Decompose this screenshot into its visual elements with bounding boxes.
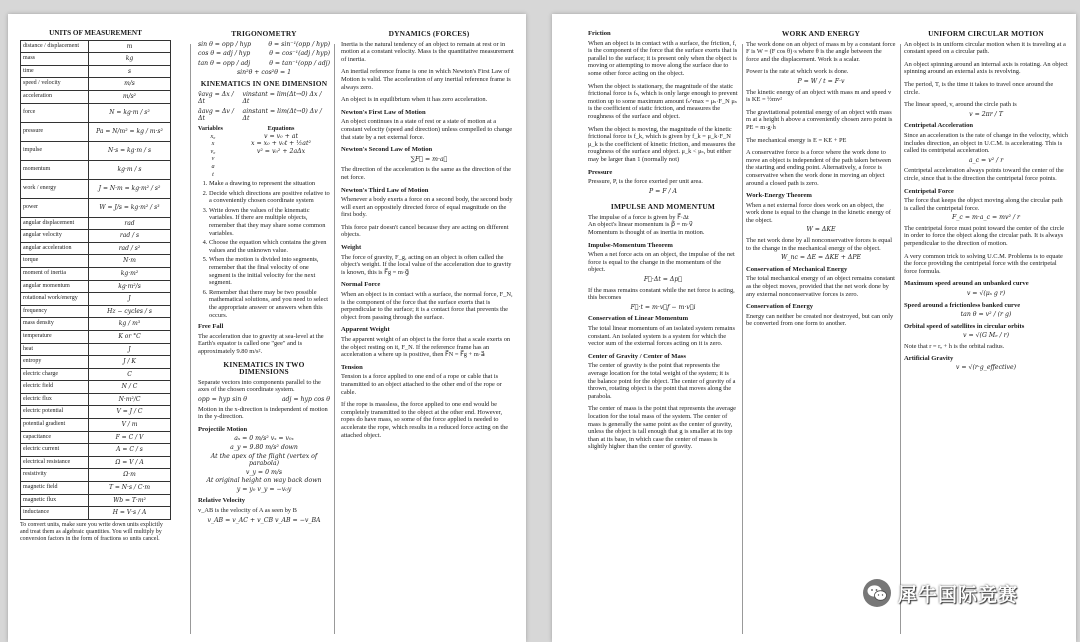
unit-cell: kg / m³ xyxy=(89,318,171,331)
unit-cell: Pa = N/m² = kg / m·s² xyxy=(89,122,171,141)
vars-header: Variables xyxy=(198,124,223,132)
friction-column xyxy=(588,30,738,456)
dynamics-title: DYNAMICS (FORCES) xyxy=(388,30,470,38)
unit-cell: rad xyxy=(89,217,171,230)
projectile-line: At the apex of the flight (vertex of parabola) xyxy=(210,452,318,468)
banked-title: Speed around a frictionless banked curve xyxy=(904,301,1021,309)
unit-cell: J / K xyxy=(89,356,171,369)
unit-cell: Hz − cycles / s xyxy=(89,305,171,318)
ucm-p3: The period, T, is the time it takes to travel once around the circle. xyxy=(904,80,1054,96)
law3-text-b: This force pair doesn't cancel because they are acting on different objects. xyxy=(341,223,509,239)
column-divider xyxy=(900,44,901,634)
units-row xyxy=(21,78,171,91)
relative-velocity-title: Relative Velocity xyxy=(198,497,246,505)
quantity-cell: angular momentum xyxy=(21,280,89,293)
ucm-p4: The linear speed, v, around the circle path is xyxy=(904,101,1017,109)
unbanked-title: Maximum speed around an unbanked curve xyxy=(904,280,1029,288)
units-note: To convert units, make sure you write down units explicitly and treat them as algebraic quantities. You will multiply by conversion factors in the form of fractions so units cancel. xyxy=(20,521,163,542)
column-divider xyxy=(334,44,335,634)
kinematic-equation: x = x₀ + v₀t + ½at² xyxy=(251,140,311,148)
units-table xyxy=(20,30,171,520)
units-row xyxy=(21,230,171,243)
kinematics-column xyxy=(198,30,330,527)
document-page-right xyxy=(552,14,1076,642)
kin2-text: Separate vectors into components parallel to the axes of the chosen coordinate system. xyxy=(198,378,321,394)
quantity-cell: power xyxy=(21,198,89,217)
kin1-vinst: vinstant = lim(Δt→0) Δx / Δt xyxy=(242,90,322,106)
units-row xyxy=(21,103,171,122)
step-item: 2. Decide which directions are positive relative to a conveniently chosen coordinate system xyxy=(209,190,330,205)
dynamics-p1: Inertia is the natural tendency of an object to remain at rest or in motion at a constant velocity. Mass is the quantitative measurement of inertia. xyxy=(341,40,514,63)
imt-text2: If the mass remains constant while the net force is acting, this becomes xyxy=(588,286,735,302)
relative-velocity-eq: v_AB = v_AC + v_CB v_AB = −v_BA xyxy=(207,516,321,524)
unit-cell: K or °C xyxy=(89,330,171,343)
wet-text: When a net external force does work on an object, the work done is equal to the change in the kinetic energy of the object. xyxy=(746,201,891,224)
units-row xyxy=(21,419,171,432)
orbit-title: Orbital speed of satellites in circular orbits xyxy=(904,322,1025,330)
law1-text: An object continues in a state of rest or a state of motion at a constant velocity (speed and direction) unless compelled to change that state by a net external force. xyxy=(341,118,513,141)
kinematics-steps xyxy=(198,180,330,319)
units-row xyxy=(21,141,171,160)
quantity-cell: resistivity xyxy=(21,469,89,482)
quantity-cell: impulse xyxy=(21,141,89,160)
unit-cell: N = kg·m / s² xyxy=(89,103,171,122)
kin2-title: KINEMATICS IN TWO DIMENSIONS xyxy=(223,359,305,377)
normal-force-text: When an object is in contact with a surface, the normal force, F_N, is the component of the force that the surface exerts that is perpendicular to the surface; it is a contact force that prevents the object from passing through the surface. xyxy=(341,291,513,321)
ag-title: Artificial Gravity xyxy=(904,354,954,362)
dynamics-p2: An inertial reference frame is one in which Newton's First Law of Motion is valid. The acceleration of any inertial reference frame is always zero. xyxy=(341,68,511,91)
unit-cell: J xyxy=(89,293,171,306)
units-row xyxy=(21,255,171,268)
unbanked-eq: v = √(μₛ g r) xyxy=(966,290,1006,298)
units-row xyxy=(21,406,171,419)
units-row xyxy=(21,90,171,103)
pressure-title: Pressure xyxy=(588,168,613,176)
units-row xyxy=(21,381,171,394)
law2-text: The direction of the acceleration is the same as the direction of the net force. xyxy=(341,166,511,181)
col-title: Conservation of Linear Momentum xyxy=(588,315,689,323)
projectile-line: v_y = 0 m/s xyxy=(245,468,283,476)
units-row xyxy=(21,242,171,255)
kinematic-equation xyxy=(232,171,330,179)
dynamics-column xyxy=(341,30,517,444)
apparent-weight-text: The apparent weight of an object is the force that a scale exerts on the object resting on it, F_N. If the reference frame has an acceleration a where up is positive, then F⃗N = F⃗g + m·a⃗ xyxy=(341,336,511,359)
ag-eq: v = √(r·g_effective) xyxy=(955,364,1017,372)
law3-text: Whenever a body exerts a force on a second body, the second body will exert an oppositely directed force of equal magnitude on the first body. xyxy=(341,196,513,219)
units-row xyxy=(21,330,171,343)
freefall-title: Free Fall xyxy=(198,323,224,331)
units-row xyxy=(21,53,171,66)
projectile-line: a_y = 9.80 m/s² down xyxy=(230,443,298,451)
document-page-left xyxy=(8,14,526,642)
cf-text2: The centripetal force must point toward the center of the circle in order to force the object along the circular path. It is always perpendicular to the direction of motion. xyxy=(904,224,1065,248)
projectile-line: aₓ = 0 m/s² vₓ = v₀ₓ xyxy=(234,435,294,443)
unit-cell: H = V·s / A xyxy=(89,507,171,520)
units-row xyxy=(21,456,171,469)
unit-cell: kg xyxy=(89,53,171,66)
watermark-text: 犀牛国际竞赛 xyxy=(898,583,1019,606)
units-row xyxy=(21,179,171,198)
quantity-cell: distance / displacement xyxy=(21,40,89,53)
quantity-cell: electric current xyxy=(21,444,89,457)
units-row xyxy=(21,65,171,78)
wet-title: Work-Energy Theorem xyxy=(746,192,812,200)
imt-title: Impulse-Momentum Theorem xyxy=(588,241,673,249)
quantity-cell: force xyxy=(21,103,89,122)
quantity-cell: pressure xyxy=(21,122,89,141)
quantity-cell: torque xyxy=(21,255,89,268)
kin2-adj: adj = hyp cos θ xyxy=(281,395,330,403)
variable-symbol: x₀ xyxy=(210,132,216,140)
kin1-aavg: āavg = Δv / Δt xyxy=(198,107,234,123)
work-p2: Power is the rate at which work is done. xyxy=(746,68,849,76)
step-item: 6. Remember that there may be two possible mathematical solutions, and you need to select the appropriate answer or answers when this occurs. xyxy=(209,289,330,319)
wet-eq: W = ΔKE xyxy=(806,226,836,234)
cf-title: Centripetal Force xyxy=(904,187,954,195)
impulse-title: IMPULSE AND MOMENTUM xyxy=(610,202,716,212)
unit-cell: V = J / C xyxy=(89,406,171,419)
quantity-cell: angular displacement xyxy=(21,217,89,230)
variable-symbol: x xyxy=(211,140,215,148)
ucm-column xyxy=(904,30,1068,375)
units-row xyxy=(21,431,171,444)
units-row xyxy=(21,293,171,306)
unit-cell: kg·m²/s xyxy=(89,280,171,293)
ucm-p2: An object spinning around an internal axis is rotating. An object spinning around an external axis is revolving. xyxy=(904,60,1068,76)
orbit-note: Note that r = rₑ + h is the orbital radius. xyxy=(904,343,1005,350)
unit-cell: C xyxy=(89,368,171,381)
impulse-p1: The impulse of a force is given by F⃗·Δt xyxy=(588,213,689,221)
imt-text: When a net force acts on an object, the impulse of the net force is equal to the change in the momentum of the object. xyxy=(588,251,735,274)
relative-velocity-text: v_AB is the velocity of A as seen by B xyxy=(198,507,297,515)
unit-cell: Ω = V / A xyxy=(89,456,171,469)
units-row xyxy=(21,198,171,217)
units-row xyxy=(21,469,171,482)
units-row xyxy=(21,160,171,179)
work-p5: The mechanical energy is E = KE + PE xyxy=(746,136,847,144)
kin2-text2: Motion in the x-direction is independent of motion in the y-direction. xyxy=(198,405,328,421)
ca-eq: a_c = v² / r xyxy=(968,156,1004,164)
units-row xyxy=(21,494,171,507)
column-divider xyxy=(742,44,743,634)
unit-cell: J xyxy=(89,343,171,356)
pressure-text: Pressure, P, is the force exerted per unit area. xyxy=(588,178,703,186)
quantity-cell: potential gradient xyxy=(21,419,89,432)
kinematic-equation: v = v₀ + at xyxy=(264,132,298,140)
trig-title: TRIGONOMETRY xyxy=(231,30,297,38)
quantity-cell: frequency xyxy=(21,305,89,318)
ca-title: Centripetal Acceleration xyxy=(904,122,974,130)
cf-text: The force that keeps the object moving along the circular path is called the centripetal force. xyxy=(904,197,1063,212)
friction-p1: When an object is in contact with a surface, the friction, f, is the component of the force that the surface exerts that is parallel to the surface; it is present only when the object is moving or attempting to move along the surface due to some other force acting on the object. xyxy=(588,39,738,77)
quantity-cell: capacitance xyxy=(21,431,89,444)
wet-text2: The net work done by all nonconservative forces is equal to the change in the mechanical energy of the object. xyxy=(746,237,893,252)
projectile-lines xyxy=(198,435,330,493)
unit-cell: V / m xyxy=(89,419,171,432)
units-row xyxy=(21,280,171,293)
unit-cell: Ω·m xyxy=(89,469,171,482)
projectile-line: At original height on way back down xyxy=(206,477,322,485)
imt2-eq: F⃗·t = m·v⃗f − m·v⃗i xyxy=(630,303,696,311)
come-text: The total mechanical energy of an object remains constant as the object moves, provided that the net work done by any external nonconservative forces is zero. xyxy=(746,275,895,298)
quantity-cell: speed / velocity xyxy=(21,78,89,91)
units-row xyxy=(21,444,171,457)
cog-title: Center of Gravity / Center of Mass xyxy=(588,352,686,360)
units-row xyxy=(21,356,171,369)
trig-asin: θ = sin⁻¹(opp / hyp) xyxy=(268,40,330,48)
unit-cell: N·m²/C xyxy=(89,393,171,406)
friction-p3: When the object is moving, the magnitude of the kinetic frictional force is f_k, which is given by f_k = μ_k·F_N μ_k is the coefficient of kinetic friction, and measures the roughness of the surface and object. μ_k < μₛ, but either may be larger than 1 (normally not) xyxy=(588,125,736,163)
come-title: Conservation of Mechanical Energy xyxy=(746,265,848,273)
unit-cell: kg·m² xyxy=(89,267,171,280)
cog-text: The center of gravity is the point that represents the average location for the total weight of the system; it is the balance point for the object. The center of gravity of a thrown, rotating object is the point that moves along the parabola. xyxy=(588,362,736,400)
units-row xyxy=(21,267,171,280)
units-row xyxy=(21,305,171,318)
units-row xyxy=(21,217,171,230)
work-p6: A conservative force is a force where the work done to move an object is independent of the path taken between the starting and ending point. Alternatively, a force is conservative when the work done in moving an object around a closed path is zero. xyxy=(746,149,891,187)
friction-p2: When the object is stationary, the magnitude of the static frictional force is fₛ, which is only large enough to prevent motion up to some maximum amount fₛ^max = μₛ·F_N μₛ is the coefficient of static friction, and measures the roughness of the surface and object. xyxy=(588,82,738,120)
unit-cell: N·s = kg·m / s xyxy=(89,141,171,160)
tension-text: Tension is a force applied to one end of a rope or cable that is transmitted to an object attached to the other end of the rope or cable. xyxy=(341,373,502,396)
unit-cell: m xyxy=(89,40,171,53)
law2-eq: ∑F⃗ = m·a⃗ xyxy=(410,155,448,163)
projectile-line: y = y₀ v_y = −v₀y xyxy=(236,485,292,493)
column-divider xyxy=(190,44,191,634)
work-p4: The gravitational potential energy of an object with mass m at a height h above a conveniently chosen zero point is PE = m·g·h xyxy=(746,108,893,131)
kinematic-equation: v² = v₀² + 2aΔx xyxy=(256,147,306,155)
quantity-cell: electric charge xyxy=(21,368,89,381)
unit-cell: N·m xyxy=(89,255,171,268)
ca-text2: Centripetal acceleration always points toward the center of the circle, since that is the direction the centripetal force points. xyxy=(904,167,1064,182)
trig-sin: sin θ = opp / hyp xyxy=(198,40,252,48)
quantity-cell: electrical resistance xyxy=(21,456,89,469)
kinematic-equation xyxy=(232,163,330,171)
variable-symbol: a xyxy=(211,162,215,170)
tension-title: Tension xyxy=(341,363,363,371)
quantity-cell: magnetic flux xyxy=(21,494,89,507)
quantity-cell: electric field xyxy=(21,381,89,394)
step-item: 3. Write down the values of the kinematic variables. If there are multiple objects, remember that they may share some common variables. xyxy=(209,207,330,237)
orbit-eq: v = √(G Mₑ / r) xyxy=(962,332,1009,340)
power-eq: P = W / t = F·v xyxy=(797,77,845,85)
variable-symbol: t xyxy=(212,170,214,178)
trig-acos: θ = cos⁻¹(adj / hyp) xyxy=(269,50,330,58)
units-row xyxy=(21,482,171,495)
work-p1: The work done on an object of mass m by a constant force F is W = (F cos θ)·s where θ is the angle between the force and the displacement. Work is a scalar. xyxy=(746,40,896,63)
quantity-cell: heat xyxy=(21,343,89,356)
work-energy-column xyxy=(746,30,896,333)
quantity-cell: mass density xyxy=(21,318,89,331)
quantity-cell: magnetic field xyxy=(21,482,89,495)
cf-text3: A very common trick to solving U.C.M. Problems is to equate the force providing the centripetal force with the centripetal force formula. xyxy=(904,252,1063,275)
law2-title: Newton's Second Law of Motion xyxy=(341,146,433,154)
kin2-opp: opp = hyp sin θ xyxy=(198,395,248,403)
coe-title: Conservation of Energy xyxy=(746,303,814,311)
wet2-eq: W_nc = ΔE = ΔKE + ΔPE xyxy=(781,254,861,262)
quantity-cell: angular velocity xyxy=(21,230,89,243)
kin1-vavg: v̄avg = Δx / Δt xyxy=(198,90,234,106)
normal-force-title: Normal Force xyxy=(341,281,381,289)
unit-cell: N / C xyxy=(89,381,171,394)
trig-cos: cos θ = adj / hyp xyxy=(198,50,251,58)
unit-cell: T = N·s / C·m xyxy=(89,482,171,495)
quantity-cell: time xyxy=(21,65,89,78)
units-title: UNITS OF MEASUREMENT xyxy=(49,30,142,37)
unit-cell: rad / s xyxy=(89,230,171,243)
weight-text: The force of gravity, F_g, acting on an object is often called the object's weight. If the local value of the acceleration due to gravity is known, this is F⃗g = m·g⃗ xyxy=(341,253,512,276)
quantity-cell: rotational work/energy xyxy=(21,293,89,306)
units-row xyxy=(21,343,171,356)
trig-identity: sin²θ + cos²θ = 1 xyxy=(236,69,292,77)
unit-cell: m/s xyxy=(89,78,171,91)
unit-cell: Wb = T·m² xyxy=(89,494,171,507)
col-text: The total linear momentum of an isolated system remains constant. An isolated system is a system for which the vector sum of the external forces acting on it is zero. xyxy=(588,325,735,348)
apparent-weight-title: Apparent Weight xyxy=(341,326,390,334)
unit-cell: W = J/s = kg·m² / s³ xyxy=(89,198,171,217)
wechat-icon xyxy=(862,578,892,608)
unit-cell: F = C / V xyxy=(89,431,171,444)
cf-eq: F_c = m·a_c = mv² / r xyxy=(952,214,1020,222)
quantity-cell: electric flux xyxy=(21,393,89,406)
unit-cell: J = N·m = kg·m² / s² xyxy=(89,179,171,198)
variable-symbol: v₀ xyxy=(210,147,216,155)
ucm-speed-eq: v = 2πr / T xyxy=(969,110,1003,118)
tension-text-b: If the rope is massless, the force applied to one end would be completely transmitted to the object at the other end. However, ropes do have mass, so some of the force applied is needed to accelerate the rope, which results in a reduced force acting on the attached object. xyxy=(341,401,509,439)
quantity-cell: work / energy xyxy=(21,179,89,198)
impulse-p2: An object's linear momentum is p⃗ = m·v⃗ xyxy=(588,221,693,229)
imt-eq: F⃗·Δt = Δp⃗ xyxy=(643,276,683,284)
units-row xyxy=(21,393,171,406)
work-title: WORK AND ENERGY xyxy=(781,30,861,38)
kin1-title: KINEMATICS IN ONE DIMENSION xyxy=(200,78,328,88)
units-row xyxy=(21,122,171,141)
freefall-text: The acceleration due to gravity at sea-level at the Earth's equator is called one "gee" and is approximately 9.80 m/s². xyxy=(198,332,324,355)
units-row xyxy=(21,368,171,381)
eq-header: Equations xyxy=(267,124,295,132)
quantity-cell: mass xyxy=(21,53,89,66)
units-row xyxy=(21,40,171,53)
units-row xyxy=(21,318,171,331)
quantity-cell: temperature xyxy=(21,330,89,343)
ca-text: Since an acceleration is the rate of change in the velocity, which includes direction, an object in U.C.M. is accelerating. This is called its centripetal acceleration. xyxy=(904,131,1068,155)
units-row xyxy=(21,507,171,520)
impulse-p3: Momentum is thought of as inertia in motion. xyxy=(588,229,705,237)
quantity-cell: electric potential xyxy=(21,406,89,419)
kinematic-equation xyxy=(232,155,330,163)
units-column xyxy=(20,30,172,543)
dynamics-p3: An object is in equilibrium when it has zero acceleration. xyxy=(341,96,488,104)
coe-text: Energy can neither be created nor destroyed, but can only be converted from one form to another. xyxy=(746,312,894,328)
quantity-cell: moment of inertia xyxy=(21,267,89,280)
work-p3: The kinetic energy of an object with mass m and speed v is KE = ½mv² xyxy=(746,88,892,104)
unit-cell: kg·m / s xyxy=(89,160,171,179)
weight-title: Weight xyxy=(341,244,362,252)
unit-cell: rad / s² xyxy=(89,242,171,255)
quantity-cell: momentum xyxy=(21,160,89,179)
step-item: 1. Make a drawing to represent the situation xyxy=(209,180,330,188)
unit-cell: A = C / s xyxy=(89,444,171,457)
kinematic-variables xyxy=(198,125,330,178)
law1-title: Newton's First Law of Motion xyxy=(341,108,426,116)
unit-cell: m/s² xyxy=(89,90,171,103)
trig-tan: tan θ = opp / adj xyxy=(198,59,251,67)
quantity-cell: entropy xyxy=(21,356,89,369)
step-item: 4. Choose the equation which contains the given values and the unknown value. xyxy=(209,239,330,254)
step-item: 5. When the motion is divided into segments, remember that the final velocity of one segment is the initial velocity for the next segment. xyxy=(209,256,330,286)
unit-cell: s xyxy=(89,65,171,78)
trig-atan: θ = tan⁻¹(opp / adj) xyxy=(269,59,330,67)
com-text: The center of mass is the point that represents the average location for the total mass of the system. The center of mass is generally the same point as the center of gravity, unless the object is tall enough that g is smaller at its top than at its base, in which case the center of mass is slightly higher than the center of gravity. xyxy=(588,405,736,451)
variable-symbol: v xyxy=(211,155,215,163)
kin1-ainst: ainstant = lim(Δt→0) Δv / Δt xyxy=(242,107,322,123)
quantity-cell: angular acceleration xyxy=(21,242,89,255)
friction-title: Friction xyxy=(588,30,611,37)
ucm-title: UNIFORM CIRCULAR MOTION xyxy=(928,30,1044,38)
banked-eq: tan θ = v² / (r g) xyxy=(960,311,1012,319)
law3-title: Newton's Third Law of Motion xyxy=(341,186,429,194)
pressure-eq: P = F / A xyxy=(648,187,678,195)
watermark xyxy=(862,578,1018,608)
quantity-cell: inductance xyxy=(21,507,89,520)
ucm-p1: An object is in uniform circular motion when it is traveling at a constant speed on a circular path. xyxy=(904,40,1066,56)
projectile-title: Projectile Motion xyxy=(198,425,248,433)
quantity-cell: acceleration xyxy=(21,90,89,103)
